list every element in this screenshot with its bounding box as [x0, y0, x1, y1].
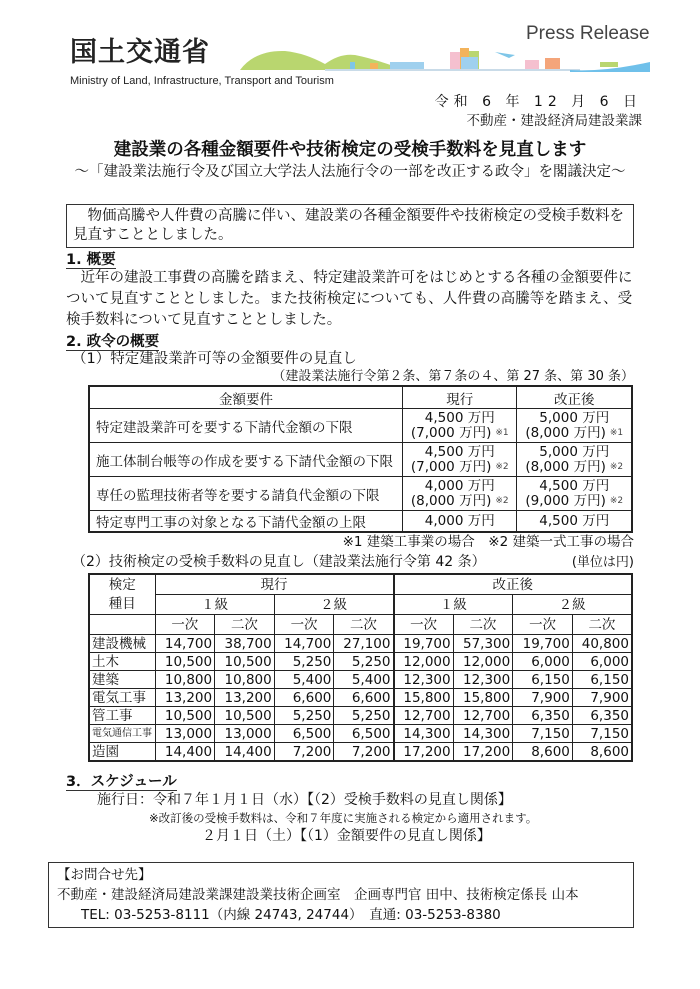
fee-cell: 17,200 — [453, 743, 513, 762]
header-second: 二次 — [572, 615, 632, 635]
header-first: 一次 — [394, 615, 454, 635]
table-row — [89, 707, 632, 725]
fee-cell: 12,700 — [453, 707, 513, 725]
fee-cell: 12,000 — [453, 653, 513, 671]
table-row — [89, 477, 632, 511]
contact-heading: 【お問合せ先】 — [57, 867, 152, 883]
fee-cell: 38,700 — [215, 635, 275, 653]
header-kind — [89, 574, 155, 615]
table-row — [89, 671, 632, 689]
revised-note: ※2 — [609, 495, 624, 506]
fee-cell: 6,500 — [334, 725, 394, 743]
row-label: 専任の監理技術者等を要する請負代金額の下限 — [89, 477, 403, 511]
header-first: 一次 — [155, 615, 215, 635]
fee-cell: 6,350 — [572, 707, 632, 725]
fee-cell: 7,900 — [572, 689, 632, 707]
current-sub: (7,000 万円) — [410, 424, 492, 441]
schedule-line2: ２月１日（土）【（1）金額要件の見直し関係】 — [202, 828, 491, 844]
amount-requirements-table — [88, 385, 633, 533]
current-note: ※2 — [495, 461, 509, 472]
header-grade2: ２級 — [513, 595, 632, 615]
section1-body: 近年の建設工事費の高騰を踏まえ、特定建設業許可をはじめとする各種の金額要件について見直すこととしました。また技術検定についても、人件費の高騰等を踏まえ、受検手数料について見直すこととしました。 — [66, 270, 633, 328]
header-second: 二次 — [215, 615, 275, 635]
exam-fee-table — [88, 573, 633, 762]
header-second: 二次 — [453, 615, 513, 635]
row-kind: 造園 — [89, 743, 155, 762]
ministry-logo-ja: 国土交通省 — [70, 37, 210, 68]
fee-cell: 14,700 — [155, 635, 215, 653]
fee-cell: 14,400 — [215, 743, 275, 762]
fee-cell: 15,800 — [453, 689, 513, 707]
fee-cell: 15,800 — [394, 689, 454, 707]
document-body — [0, 204, 700, 928]
subsection2-title: （2）技術検定の受検手数料の見直し（建設業法施行令第 42 条） — [72, 554, 486, 570]
table-header-row — [89, 615, 632, 635]
row-kind: 建築 — [89, 671, 155, 689]
current-sub: (7,000 万円) — [410, 458, 492, 475]
current-value: 4,000 万円 — [403, 511, 517, 533]
fee-cell: 6,150 — [513, 671, 573, 689]
fee-cell: 40,800 — [572, 635, 632, 653]
row-kind: 電気工事 — [89, 689, 155, 707]
ministry-logo-en: Ministry of Land, Infrastructure, Transport and Tourism — [70, 75, 334, 87]
row-label: 特定建設業許可を要する下請代金額の下限 — [89, 409, 403, 443]
fee-cell: 10,800 — [215, 671, 275, 689]
subsection1-title: （1）特定建設業許可等の金額要件の見直し — [72, 351, 357, 367]
fee-cell: 6,600 — [274, 689, 334, 707]
revised-sub: (8,000 万円) — [525, 424, 606, 441]
fee-cell: 5,250 — [334, 653, 394, 671]
header-grade1: １級 — [394, 595, 513, 615]
header-revised: 改正後 — [517, 386, 632, 409]
contact-tel: TEL: 03-5253-8111（内線 24743, 24744） 直通: 03-5253-8380 — [81, 907, 501, 923]
fee-cell: 13,000 — [215, 725, 275, 743]
revised-note: ※2 — [609, 461, 624, 472]
header-second: 二次 — [334, 615, 394, 635]
fee-cell: 14,700 — [274, 635, 334, 653]
fee-cell: 7,150 — [572, 725, 632, 743]
fee-cell: 27,100 — [334, 635, 394, 653]
table-row — [89, 653, 632, 671]
header-grade2: ２級 — [274, 595, 393, 615]
schedule-note: ※改訂後の受検手数料は、令和７年度に実施される検定から適用されます。 — [149, 811, 538, 825]
fee-cell: 8,600 — [572, 743, 632, 762]
revised-note: ※1 — [609, 427, 624, 438]
fee-cell: 6,000 — [572, 653, 632, 671]
fee-cell: 14,300 — [394, 725, 454, 743]
current-value: 4,500 万円 — [424, 443, 495, 460]
fee-cell: 12,300 — [394, 671, 454, 689]
subsection1-ref: （建設業法施行令第２条、第７条の４、第 27 条、第 30 条） — [272, 369, 634, 384]
press-release-label: Press Release — [526, 23, 650, 44]
row-label: 特定専門工事の対象となる下請代金額の上限 — [89, 511, 403, 533]
bureau-name: 不動産・建設経済局建設業課 — [466, 113, 642, 129]
fee-cell: 6,000 — [513, 653, 573, 671]
header-grade1: １級 — [155, 595, 274, 615]
fee-cell: 10,500 — [215, 707, 275, 725]
fee-cell: 7,150 — [513, 725, 573, 743]
row-kind: 土木 — [89, 653, 155, 671]
fee-cell: 12,300 — [453, 671, 513, 689]
fee-cell: 10,500 — [215, 653, 275, 671]
fee-cell: 13,000 — [155, 725, 215, 743]
current-note: ※1 — [495, 427, 509, 438]
fee-cell: 57,300 — [453, 635, 513, 653]
fee-cell: 8,600 — [513, 743, 573, 762]
unit-label: (単位は円) — [571, 555, 634, 570]
revised-value: 4,500 万円 — [539, 477, 610, 494]
fee-cell: 14,400 — [155, 743, 215, 762]
revised-value: 4,500 万円 — [517, 511, 632, 533]
table-header-row — [89, 595, 632, 615]
fee-cell: 7,200 — [334, 743, 394, 762]
header-first: 一次 — [513, 615, 573, 635]
header-requirement: 金額要件 — [89, 386, 403, 409]
table-header-row — [89, 574, 632, 595]
fee-cell: 13,200 — [155, 689, 215, 707]
contact-box — [48, 862, 634, 928]
fee-cell: 7,900 — [513, 689, 573, 707]
schedule-line1: 施行日：令和７年１月１日（水）【（2）受検手数料の見直し関係】 — [97, 792, 512, 808]
revised-sub: (9,000 万円) — [525, 492, 606, 509]
revised-sub: (8,000 万円) — [525, 458, 606, 475]
table-row — [89, 725, 632, 743]
header-revised: 改正後 — [394, 574, 633, 595]
header-current: 現行 — [155, 574, 394, 595]
fee-cell: 6,500 — [274, 725, 334, 743]
fee-cell: 10,500 — [155, 707, 215, 725]
table-row — [89, 409, 632, 443]
header-kind-label: 検定種目 — [108, 576, 136, 612]
table-row — [89, 443, 632, 477]
current-note: ※2 — [495, 495, 509, 506]
fee-cell: 12,000 — [394, 653, 454, 671]
header-current: 現行 — [403, 386, 517, 409]
revised-value: 5,000 万円 — [539, 409, 610, 426]
fee-cell: 10,500 — [155, 653, 215, 671]
section2-heading: 2. 政令の概要 — [66, 334, 160, 350]
fee-cell: 14,300 — [453, 725, 513, 743]
table-header-row — [89, 386, 632, 409]
row-kind: 建設機械 — [89, 635, 155, 653]
fee-cell: 17,200 — [394, 743, 454, 762]
fee-cell: 19,700 — [513, 635, 573, 653]
fee-cell: 5,250 — [274, 653, 334, 671]
fee-cell: 7,200 — [274, 743, 334, 762]
section3-heading: 3．スケジュール — [66, 774, 177, 790]
fee-cell: 10,800 — [155, 671, 215, 689]
fee-cell: 6,150 — [572, 671, 632, 689]
section1-heading: 1. 概要 — [66, 252, 116, 268]
fee-cell: 5,400 — [334, 671, 394, 689]
current-value: 4,000 万円 — [424, 477, 495, 494]
table-row — [89, 511, 632, 533]
row-kind: 管工事 — [89, 707, 155, 725]
row-kind: 電気通信工事 — [89, 725, 155, 743]
page-subtitle: ～「建設業法施行令及び国立大学法人法施行令の一部を改正する政令」を閣議決定～ — [74, 164, 626, 180]
fee-cell: 5,250 — [334, 707, 394, 725]
current-value: 4,500 万円 — [424, 409, 495, 426]
lead-box: 物価高騰や人件費の高騰に伴い、建設業の各種金額要件や技術検定の受検手数料を見直すこととしました。 — [66, 204, 634, 248]
fee-cell: 13,200 — [215, 689, 275, 707]
fee-cell: 12,700 — [394, 707, 454, 725]
table-row — [89, 635, 632, 653]
fee-cell: 5,250 — [274, 707, 334, 725]
header-first: 一次 — [274, 615, 334, 635]
fee-cell: 19,700 — [394, 635, 454, 653]
banner-illustration — [240, 48, 650, 72]
fee-cell: 6,350 — [513, 707, 573, 725]
current-sub: (8,000 万円) — [410, 492, 492, 509]
fee-cell: 5,400 — [274, 671, 334, 689]
release-date: 令和 6 年 12 月 6 日 — [434, 94, 642, 110]
revised-value: 5,000 万円 — [539, 443, 610, 460]
page-title: 建設業の各種金額要件や技術検定の受検手数料を見直します — [113, 140, 587, 160]
contact-dept: 不動産・建設経済局建設業課建設業技術企画室 企画専門官 田中、技術検定係長 山本 — [57, 887, 579, 903]
fee-cell: 6,600 — [334, 689, 394, 707]
row-label: 施工体制台帳等の作成を要する下請代金額の下限 — [89, 443, 403, 477]
table-row — [89, 743, 632, 762]
table1-footnote: ※1 建築工事業の場合 ※2 建築一式工事の場合 — [342, 534, 634, 550]
table-row — [89, 689, 632, 707]
